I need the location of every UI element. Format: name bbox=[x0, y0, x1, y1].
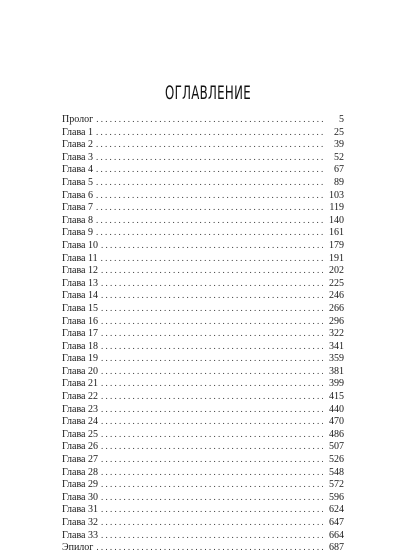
toc-entry bbox=[62, 491, 344, 504]
toc-entry-label: Глава 12 bbox=[62, 265, 98, 277]
toc-entry-label: Глава 9 bbox=[62, 227, 93, 239]
toc-entry-page-number: 664 bbox=[329, 529, 344, 541]
toc-entry-page-number: 526 bbox=[329, 454, 344, 466]
dot-leader bbox=[96, 201, 323, 214]
toc-entry bbox=[62, 453, 344, 466]
toc-entry-page-number: 266 bbox=[329, 302, 344, 314]
toc-entry-page-number: 161 bbox=[329, 227, 344, 239]
dot-leader bbox=[96, 214, 323, 227]
toc-title: ОГЛАВЛЕНИЕ bbox=[165, 82, 251, 104]
toc-entry-page-number: 52 bbox=[334, 151, 344, 163]
toc-entry bbox=[62, 541, 344, 554]
dot-leader bbox=[101, 390, 323, 403]
toc-entry bbox=[62, 340, 344, 353]
toc-entry-label: Глава 14 bbox=[62, 290, 98, 302]
toc-entry-label: Глава 5 bbox=[62, 176, 93, 188]
toc-entry-label: Глава 8 bbox=[62, 214, 93, 226]
dot-leader bbox=[96, 226, 323, 239]
dot-leader bbox=[101, 252, 323, 265]
toc-entry bbox=[62, 239, 344, 252]
toc-entry-label: Глава 15 bbox=[62, 302, 98, 314]
toc-entry-page-number: 296 bbox=[329, 315, 344, 327]
dot-leader bbox=[101, 466, 323, 479]
toc-entry-page-number: 322 bbox=[329, 328, 344, 340]
toc-entry-label: Глава 18 bbox=[62, 340, 98, 352]
toc-entry-page-number: 687 bbox=[329, 542, 344, 554]
toc-entry bbox=[62, 138, 344, 151]
toc-entry bbox=[62, 201, 344, 214]
toc-entry-page-number: 470 bbox=[329, 416, 344, 428]
toc-entry bbox=[62, 113, 344, 126]
dot-leader bbox=[101, 516, 323, 529]
dot-leader bbox=[101, 491, 323, 504]
toc-entry-page-number: 399 bbox=[329, 378, 344, 390]
toc-entry-page-number: 103 bbox=[329, 189, 344, 201]
dot-leader bbox=[101, 327, 323, 340]
dot-leader bbox=[101, 529, 323, 542]
toc-entry bbox=[62, 390, 344, 403]
toc-entry-page-number: 596 bbox=[329, 491, 344, 503]
toc-entry-label: Пролог bbox=[62, 114, 94, 125]
toc-entry-label: Глава 3 bbox=[62, 151, 93, 163]
toc-entry-label: Глава 1 bbox=[62, 126, 93, 138]
dot-leader bbox=[101, 453, 323, 466]
toc-entry-page-number: 225 bbox=[329, 277, 344, 289]
dot-leader bbox=[101, 440, 323, 453]
toc-entry-label: Глава 28 bbox=[62, 466, 98, 478]
toc-entry-label: Глава 32 bbox=[62, 517, 98, 528]
toc-entry-label: Глава 27 bbox=[62, 454, 98, 466]
toc-entry-page-number: 179 bbox=[329, 239, 344, 251]
toc-entry-label: Глава 31 bbox=[62, 504, 98, 516]
dot-leader bbox=[101, 340, 323, 353]
toc-entry-label: Глава 10 bbox=[62, 239, 98, 251]
toc-entry bbox=[62, 440, 344, 453]
toc-entry bbox=[62, 289, 344, 302]
dot-leader bbox=[101, 365, 323, 378]
toc-entry-page-number: 5 bbox=[339, 114, 344, 125]
dot-leader bbox=[101, 428, 323, 441]
toc-entry-page-number: 548 bbox=[329, 466, 344, 478]
dot-leader bbox=[101, 403, 323, 416]
toc-entry bbox=[62, 415, 344, 428]
dot-leader bbox=[96, 541, 323, 554]
toc-entry bbox=[62, 365, 344, 378]
toc-entry-label: Глава 26 bbox=[62, 441, 98, 453]
dot-leader bbox=[101, 315, 323, 328]
dot-leader bbox=[101, 415, 323, 428]
toc-entry bbox=[62, 176, 344, 189]
dot-leader bbox=[101, 478, 323, 491]
toc-entry-label: Глава 2 bbox=[62, 139, 93, 151]
toc-entry-page-number: 647 bbox=[329, 517, 344, 528]
toc-entry-label: Глава 22 bbox=[62, 391, 98, 403]
toc-entry-label: Глава 11 bbox=[62, 252, 98, 264]
toc-entry-label: Глава 6 bbox=[62, 189, 93, 201]
toc-entry-page-number: 507 bbox=[329, 441, 344, 453]
dot-leader bbox=[101, 352, 323, 365]
dot-leader bbox=[96, 138, 323, 151]
toc-entry-label: Глава 4 bbox=[62, 164, 93, 176]
toc-entry-label: Глава 23 bbox=[62, 403, 98, 415]
toc-entry-page-number: 67 bbox=[334, 164, 344, 176]
toc-entry-page-number: 341 bbox=[329, 340, 344, 352]
toc-entry-label: Эпилог bbox=[62, 542, 94, 554]
toc-entry bbox=[62, 277, 344, 290]
toc-entry-page-number: 381 bbox=[329, 365, 344, 377]
toc-entry-label: Глава 17 bbox=[62, 328, 98, 340]
toc-entry bbox=[62, 377, 344, 390]
toc-entry bbox=[62, 226, 344, 239]
toc-entry-page-number: 572 bbox=[329, 479, 344, 491]
toc-entry-label: Глава 19 bbox=[62, 353, 98, 365]
toc-entry bbox=[62, 503, 344, 516]
toc-entry-label: Глава 13 bbox=[62, 277, 98, 289]
toc-entry-label: Глава 7 bbox=[62, 202, 93, 214]
toc-entry-label: Глава 29 bbox=[62, 479, 98, 491]
toc-entry-page-number: 39 bbox=[334, 139, 344, 151]
toc-entry-page-number: 191 bbox=[329, 252, 344, 264]
toc-entry-page-number: 624 bbox=[329, 504, 344, 516]
dot-leader bbox=[96, 163, 323, 176]
toc-entry-label: Глава 21 bbox=[62, 378, 98, 390]
dot-leader bbox=[101, 377, 323, 390]
toc-entry bbox=[62, 126, 344, 139]
toc-entry bbox=[62, 302, 344, 315]
dot-leader bbox=[101, 302, 323, 315]
toc-entry-label: Глава 25 bbox=[62, 428, 98, 440]
toc-entry-label: Глава 33 bbox=[62, 529, 98, 541]
dot-leader bbox=[96, 113, 323, 126]
toc-entry bbox=[62, 315, 344, 328]
toc-entry-label: Глава 24 bbox=[62, 416, 98, 428]
toc-entry-page-number: 486 bbox=[329, 428, 344, 440]
toc-entry bbox=[62, 352, 344, 365]
dot-leader bbox=[96, 151, 323, 164]
toc-entry bbox=[62, 214, 344, 227]
toc-entry bbox=[62, 428, 344, 441]
toc-entry-label: Глава 20 bbox=[62, 365, 98, 377]
toc-entry bbox=[62, 327, 344, 340]
toc-entry bbox=[62, 478, 344, 491]
toc-entry bbox=[62, 163, 344, 176]
toc-entry bbox=[62, 252, 344, 265]
toc-entry-page-number: 415 bbox=[329, 391, 344, 403]
toc-entry bbox=[62, 466, 344, 479]
toc-entry bbox=[62, 151, 344, 164]
toc-entry-page-number: 140 bbox=[329, 214, 344, 226]
toc-entry-page-number: 119 bbox=[329, 202, 344, 214]
dot-leader bbox=[101, 503, 323, 516]
toc-entry bbox=[62, 264, 344, 277]
toc-entry-label: Глава 30 bbox=[62, 491, 98, 503]
dot-leader bbox=[101, 239, 323, 252]
dot-leader bbox=[96, 176, 323, 189]
toc-entry bbox=[62, 529, 344, 542]
toc-entry-page-number: 246 bbox=[329, 290, 344, 302]
toc-entry-page-number: 25 bbox=[334, 126, 344, 138]
dot-leader bbox=[96, 126, 323, 139]
toc-entry-page-number: 202 bbox=[329, 265, 344, 277]
toc-entry-label: Глава 16 bbox=[62, 315, 98, 327]
dot-leader bbox=[101, 277, 323, 290]
toc-entry bbox=[62, 189, 344, 202]
toc-entry bbox=[62, 403, 344, 416]
toc-entry bbox=[62, 516, 344, 529]
toc-list bbox=[62, 113, 344, 554]
dot-leader bbox=[96, 189, 323, 202]
dot-leader bbox=[101, 264, 323, 277]
dot-leader bbox=[101, 289, 323, 302]
toc-entry-page-number: 440 bbox=[329, 403, 344, 415]
toc-entry-page-number: 89 bbox=[334, 176, 344, 188]
toc-entry-page-number: 359 bbox=[329, 353, 344, 365]
